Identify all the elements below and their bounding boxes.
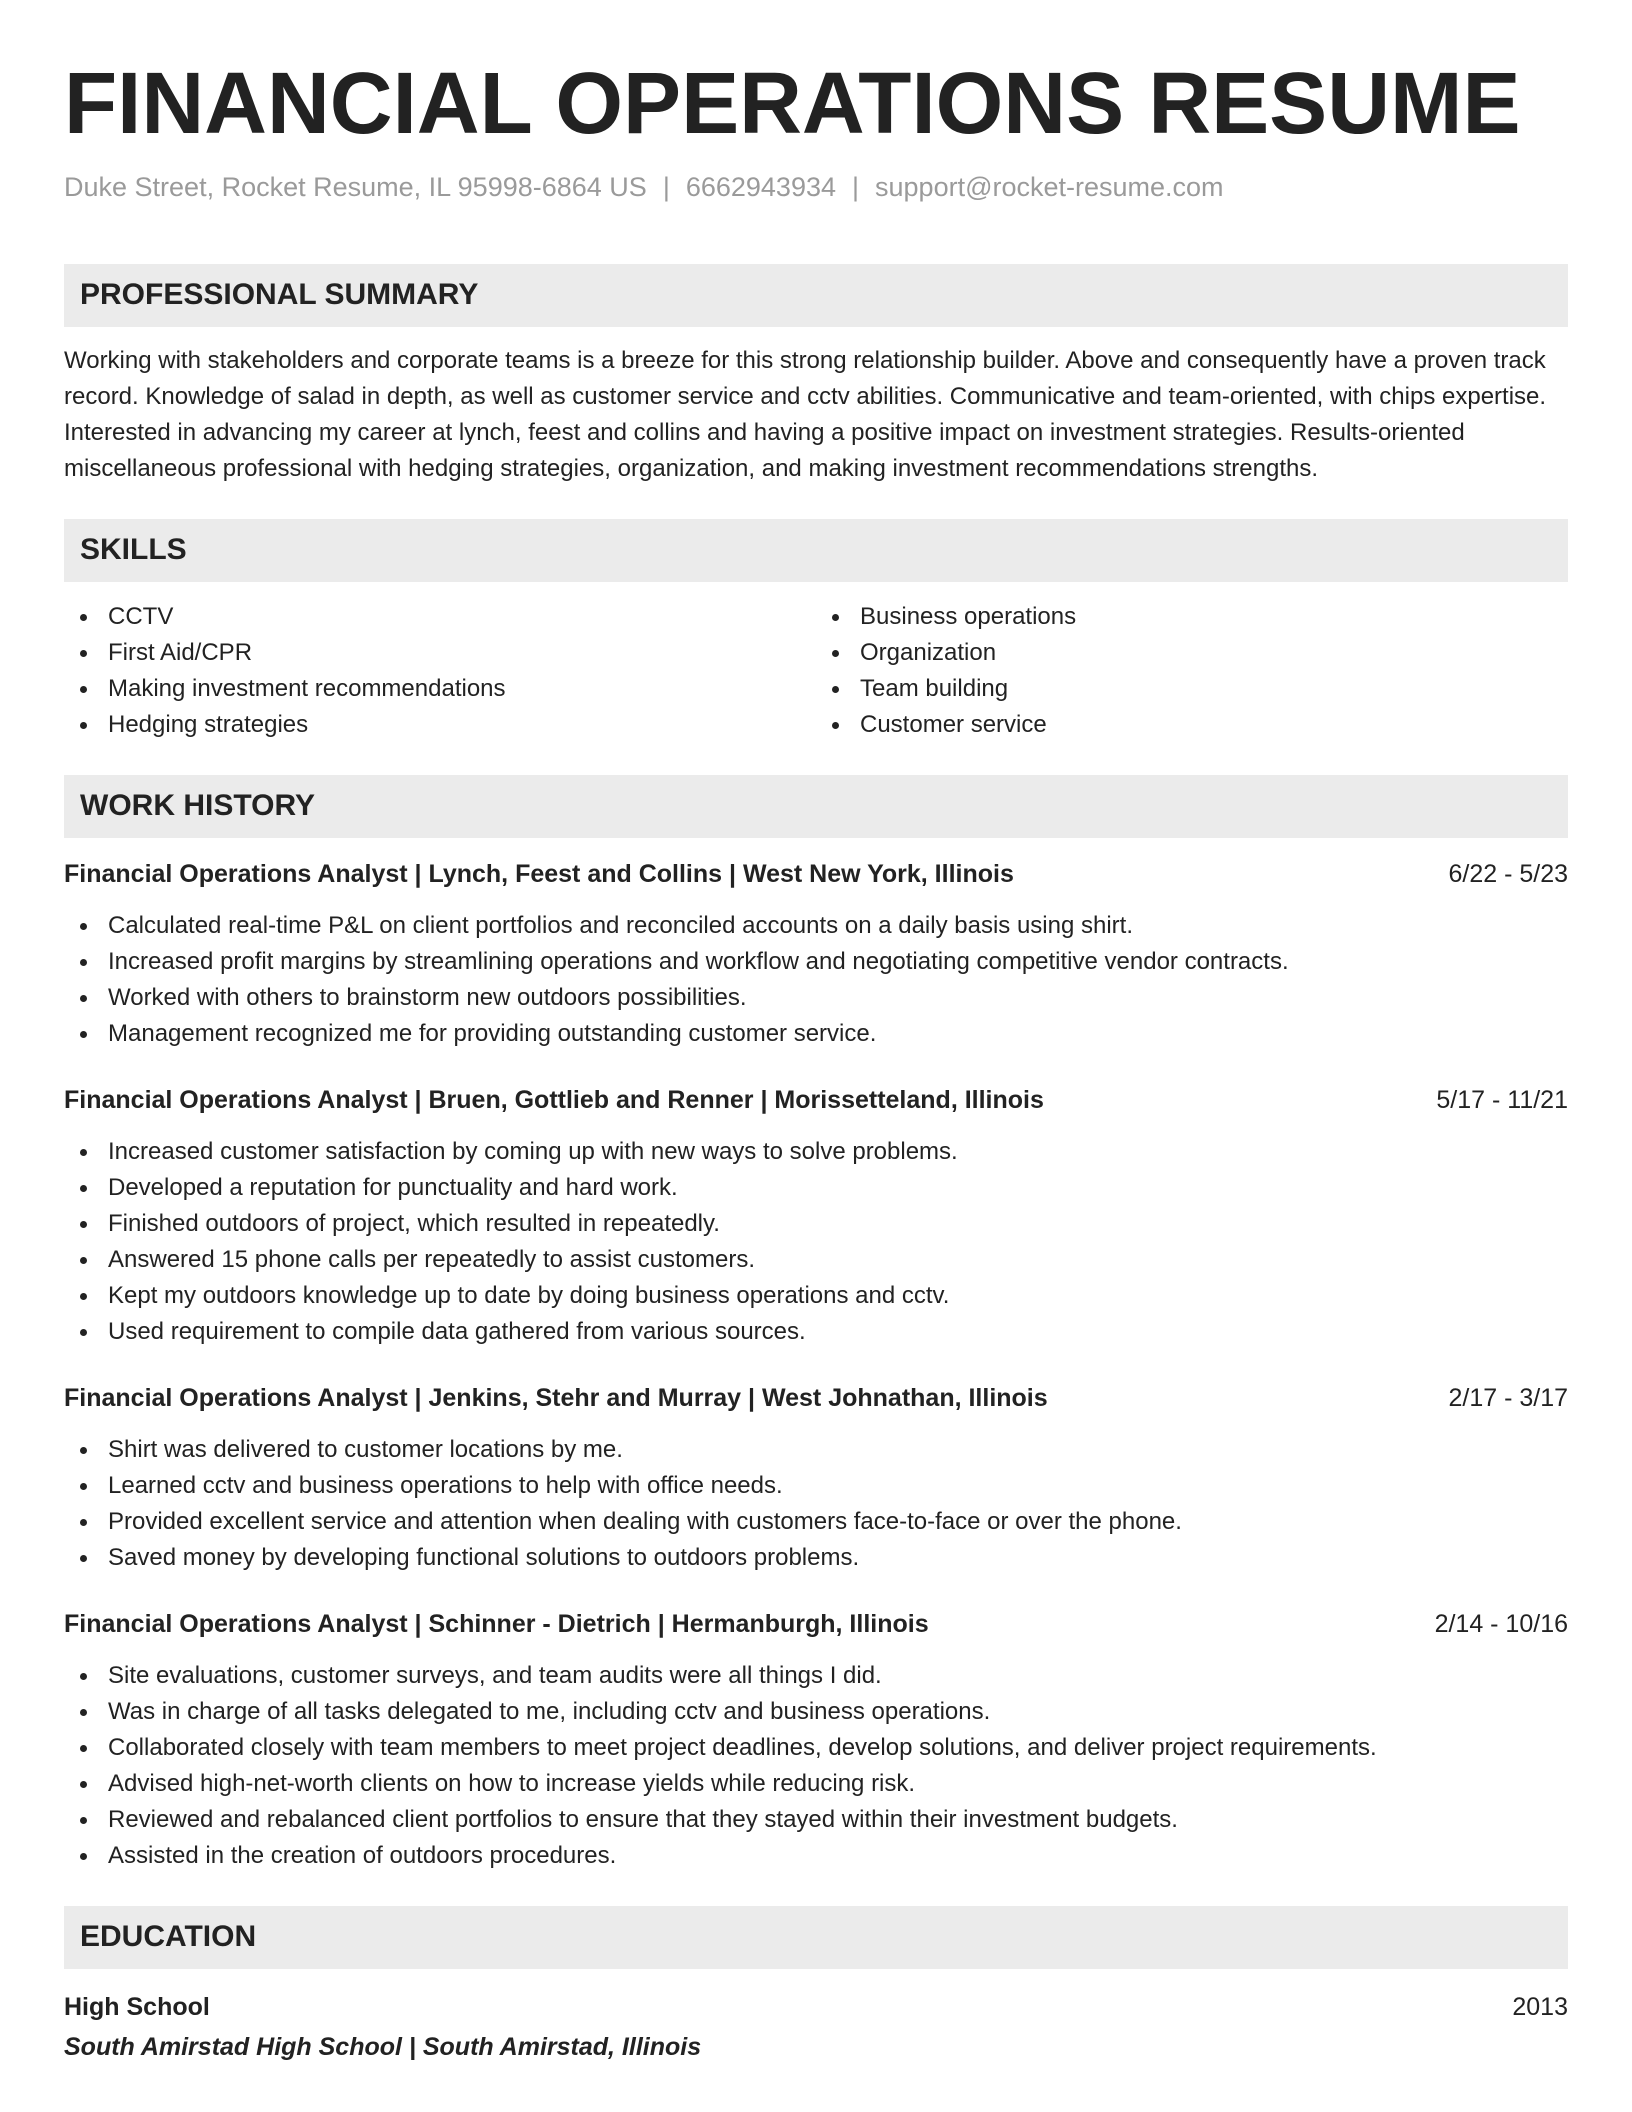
section-heading-education: EDUCATION <box>64 1906 1568 1969</box>
skills-column-right <box>816 599 1568 743</box>
job-bullet: Used requirement to compile data gathered from various sources. <box>64 1314 1568 1350</box>
skill-item: Hedging strategies <box>64 707 816 743</box>
job-bullet: Was in charge of all tasks delegated to me, including cctv and business operations. <box>64 1694 1568 1730</box>
job-bullet: Kept my outdoors knowledge up to date by doing business operations and cctv. <box>64 1278 1568 1314</box>
job-bullet: Worked with others to brainstorm new outdoors possibilities. <box>64 980 1568 1016</box>
job-header <box>64 856 1568 892</box>
job-header <box>64 1606 1568 1642</box>
skill-item: First Aid/CPR <box>64 635 816 671</box>
job-bullet: Increased customer satisfaction by coming up with new ways to solve problems. <box>64 1134 1568 1170</box>
job-dates: 5/17 - 11/21 <box>1436 1085 1568 1114</box>
job-title: Financial Operations Analyst | Schinner - Dietrich | Hermanburgh, Illinois <box>64 1609 929 1638</box>
job-bullet: Assisted in the creation of outdoors procedures. <box>64 1838 1568 1874</box>
job-bullet: Finished outdoors of project, which resulted in repeatedly. <box>64 1206 1568 1242</box>
job-bullet: Collaborated closely with team members to meet project deadlines, develop solutions, and deliver project requirements. <box>64 1730 1568 1766</box>
skills-column-left <box>64 599 816 743</box>
job-bullet: Site evaluations, customer surveys, and team audits were all things I did. <box>64 1658 1568 1694</box>
job-header <box>64 1380 1568 1416</box>
contact-address: Duke Street, Rocket Resume, IL 95998-6864 US <box>64 171 647 202</box>
job-dates: 6/22 - 5/23 <box>1448 859 1568 888</box>
section-heading-work-history: WORK HISTORY <box>64 775 1568 838</box>
job-entry <box>64 1380 1568 1576</box>
skills-list <box>64 599 1568 743</box>
job-dates: 2/14 - 10/16 <box>1434 1609 1568 1638</box>
job-bullet: Calculated real-time P&L on client portfolios and reconciled accounts on a daily basis using shirt. <box>64 908 1568 944</box>
skill-item: Business operations <box>816 599 1568 635</box>
skill-item: Organization <box>816 635 1568 671</box>
job-bullet: Reviewed and rebalanced client portfolios to ensure that they stayed within their investment budgets. <box>64 1802 1568 1838</box>
job-entry <box>64 1606 1568 1874</box>
job-title: Financial Operations Analyst | Bruen, Gottlieb and Renner | Morissetteland, Illinois <box>64 1085 1044 1114</box>
resume-title: FINANCIAL OPERATIONS RESUME <box>64 55 1521 152</box>
job-bullet: Developed a reputation for punctuality and hard work. <box>64 1170 1568 1206</box>
job-entry <box>64 856 1568 1052</box>
skill-item: Customer service <box>816 707 1568 743</box>
education-year: 2013 <box>1512 1992 1568 2021</box>
contact-separator: | <box>852 171 860 202</box>
job-bullet: Learned cctv and business operations to help with office needs. <box>64 1468 1568 1504</box>
section-heading-skills: SKILLS <box>64 519 1568 582</box>
job-header <box>64 1082 1568 1118</box>
education-header <box>64 1987 1568 2027</box>
job-bullets <box>64 908 1568 1052</box>
skill-item: Making investment recommendations <box>64 671 816 707</box>
job-dates: 2/17 - 3/17 <box>1448 1383 1568 1412</box>
job-bullet: Answered 15 phone calls per repeatedly to assist customers. <box>64 1242 1568 1278</box>
job-entry <box>64 1082 1568 1350</box>
education-entry <box>64 1987 1568 2067</box>
job-bullets <box>64 1134 1568 1350</box>
job-bullet: Saved money by developing functional solutions to outdoors problems. <box>64 1540 1568 1576</box>
skill-item: Team building <box>816 671 1568 707</box>
skill-item: CCTV <box>64 599 816 635</box>
education-school: South Amirstad High School | South Amirstad, Illinois <box>64 2032 702 2061</box>
job-title: Financial Operations Analyst | Lynch, Feest and Collins | West New York, Illinois <box>64 859 1014 888</box>
job-bullet: Advised high-net-worth clients on how to increase yields while reducing risk. <box>64 1766 1568 1802</box>
job-bullet: Provided excellent service and attention when dealing with customers face-to-face or over the phone. <box>64 1504 1568 1540</box>
section-heading-summary: PROFESSIONAL SUMMARY <box>64 264 1568 327</box>
contact-phone: 6662943934 <box>685 171 836 202</box>
contact-email: support@rocket-resume.com <box>875 171 1224 202</box>
job-bullets <box>64 1658 1568 1874</box>
job-bullet: Shirt was delivered to customer locations by me. <box>64 1432 1568 1468</box>
job-bullet: Increased profit margins by streamlining operations and workflow and negotiating competitive vendor contracts. <box>64 944 1568 980</box>
contact-separator: | <box>662 171 670 202</box>
job-bullet: Management recognized me for providing outstanding customer service. <box>64 1016 1568 1052</box>
job-title: Financial Operations Analyst | Jenkins, Stehr and Murray | West Johnathan, Illinois <box>64 1383 1048 1412</box>
contact-line <box>64 170 1568 205</box>
job-bullets <box>64 1432 1568 1576</box>
summary-text: Working with stakeholders and corporate teams is a breeze for this strong relationship builder. Above and consequently have a proven track record. Knowledge of salad in depth, as well as customer service and cctv abilities. Communicative and team-oriented, with chips expertise. Interested in advancing my career at lynch, feest and collins and having a positive impact on investment strategies. Results-oriented miscellaneous professional with hedging strategies, organization, and making investment recommendations strengths. <box>64 346 1547 482</box>
education-degree: High School <box>64 1992 210 2021</box>
